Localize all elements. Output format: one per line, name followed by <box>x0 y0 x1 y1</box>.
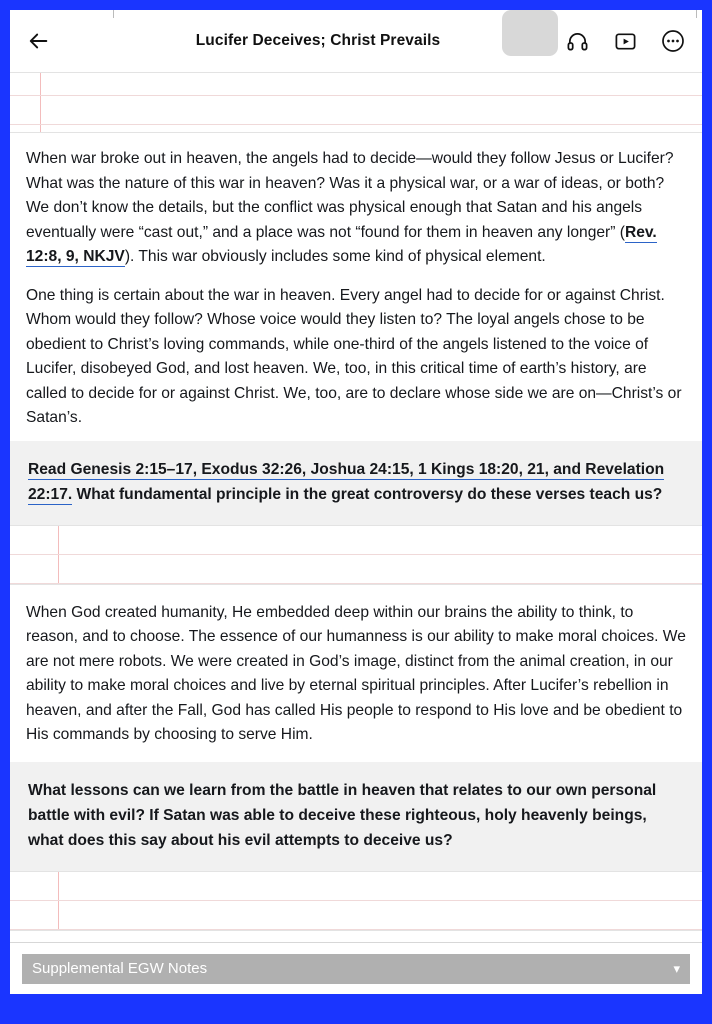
question-block-two: What lessons can we learn from the battle in heaven that relates to our own personal battle with evil? If Satan was able to deceive these righteous, holy heavenly beings, what does this say about his evil attempts to deceive us? <box>10 762 702 871</box>
footer-bar <box>10 942 702 994</box>
question-one-text: What fundamental principle in the great controversy do these verses teach us? <box>72 485 663 503</box>
question-block-one <box>10 441 702 525</box>
app-toolbar <box>10 10 702 72</box>
toolbar-tick-right <box>696 10 697 18</box>
note-rule <box>10 554 702 555</box>
answer-lines-two[interactable] <box>10 871 702 931</box>
chevron-down-icon[interactable]: ▾ <box>673 960 680 976</box>
note-margin-line <box>58 872 59 930</box>
egw-label: Supplemental EGW Notes <box>32 960 208 977</box>
note-rule <box>10 95 702 96</box>
toolbar-tick-left <box>113 10 114 18</box>
note-rule <box>10 583 702 584</box>
toolbar-grey-chip <box>502 10 558 56</box>
video-icon[interactable] <box>612 28 638 54</box>
note-rule <box>10 124 702 125</box>
paragraph-one-text-a: When war broke out in heaven, the angels had to decide—would they follow Jesus or Lucifer? What was the nature of this war in heaven? Was it a physical war, or a war of ideas, or both? We don’t know the details, but the conflict was physical enough that Satan and his angels eventually were “cast out,” and a place was not “found for them in heaven any longer” ( <box>26 150 674 241</box>
paragraph-three: When God created humanity, He embedded deep within our brains the ability to think, to reason, and to choose. The essence of our humanness is our ability to make moral choices. We are not mere robots. We were created in God’s image, distinct from the animal creation, in our ability to make moral choices and live by eternal spiritual principles. After Lucifer’s rebellion in heaven, and after the Fall, God has called His people to respond to His love and be obedient to His commands by choosing to serve Him. <box>26 603 686 743</box>
note-lines-top[interactable] <box>10 72 702 133</box>
paragraph-one <box>10 147 702 270</box>
paragraph-one-text-b: ). This war obviously includes some kind of physical element. <box>124 248 546 265</box>
toolbar-actions <box>564 28 688 54</box>
app-window <box>10 10 702 994</box>
lesson-content <box>10 72 702 994</box>
note-rule <box>10 929 702 930</box>
paragraph-two: One thing is certain about the war in heaven. Every angel had to decide for or against Christ. Whom would they follow? Whose voice would they listen to? The loyal angels chose to be obedient to Christ’s loving commands, while one-third of the angels listened to the voice of Lucifer, disobeyed God, and lost heaven. We, too, in this critical time of earth’s history, are called to decide for or against Christ. We, too, are to declare whose side we are on—Christ’s or Satan’s. <box>26 286 682 426</box>
headphones-icon[interactable] <box>564 28 590 54</box>
scripture-link-read-list[interactable]: Read Genesis 2:15–17, Exodus 32:26, Joshua 24:15, 1 Kings 18:20, 21, and Revelation 22:17. <box>28 460 665 503</box>
answer-lines-one[interactable] <box>10 525 702 585</box>
page-title: Lucifer Deceives; Christ Prevails <box>195 32 441 49</box>
paragraph-group-two <box>10 585 702 762</box>
note-rule <box>10 900 702 901</box>
more-options-icon[interactable] <box>660 28 686 54</box>
arrow-left-icon[interactable] <box>24 26 54 56</box>
paragraph-group-one <box>10 133 702 441</box>
scripture-link-rev-12[interactable]: Rev. 12:8, 9, NKJV <box>26 223 657 265</box>
note-margin-line <box>58 526 59 584</box>
supplemental-egw-notes-button[interactable] <box>22 954 690 984</box>
